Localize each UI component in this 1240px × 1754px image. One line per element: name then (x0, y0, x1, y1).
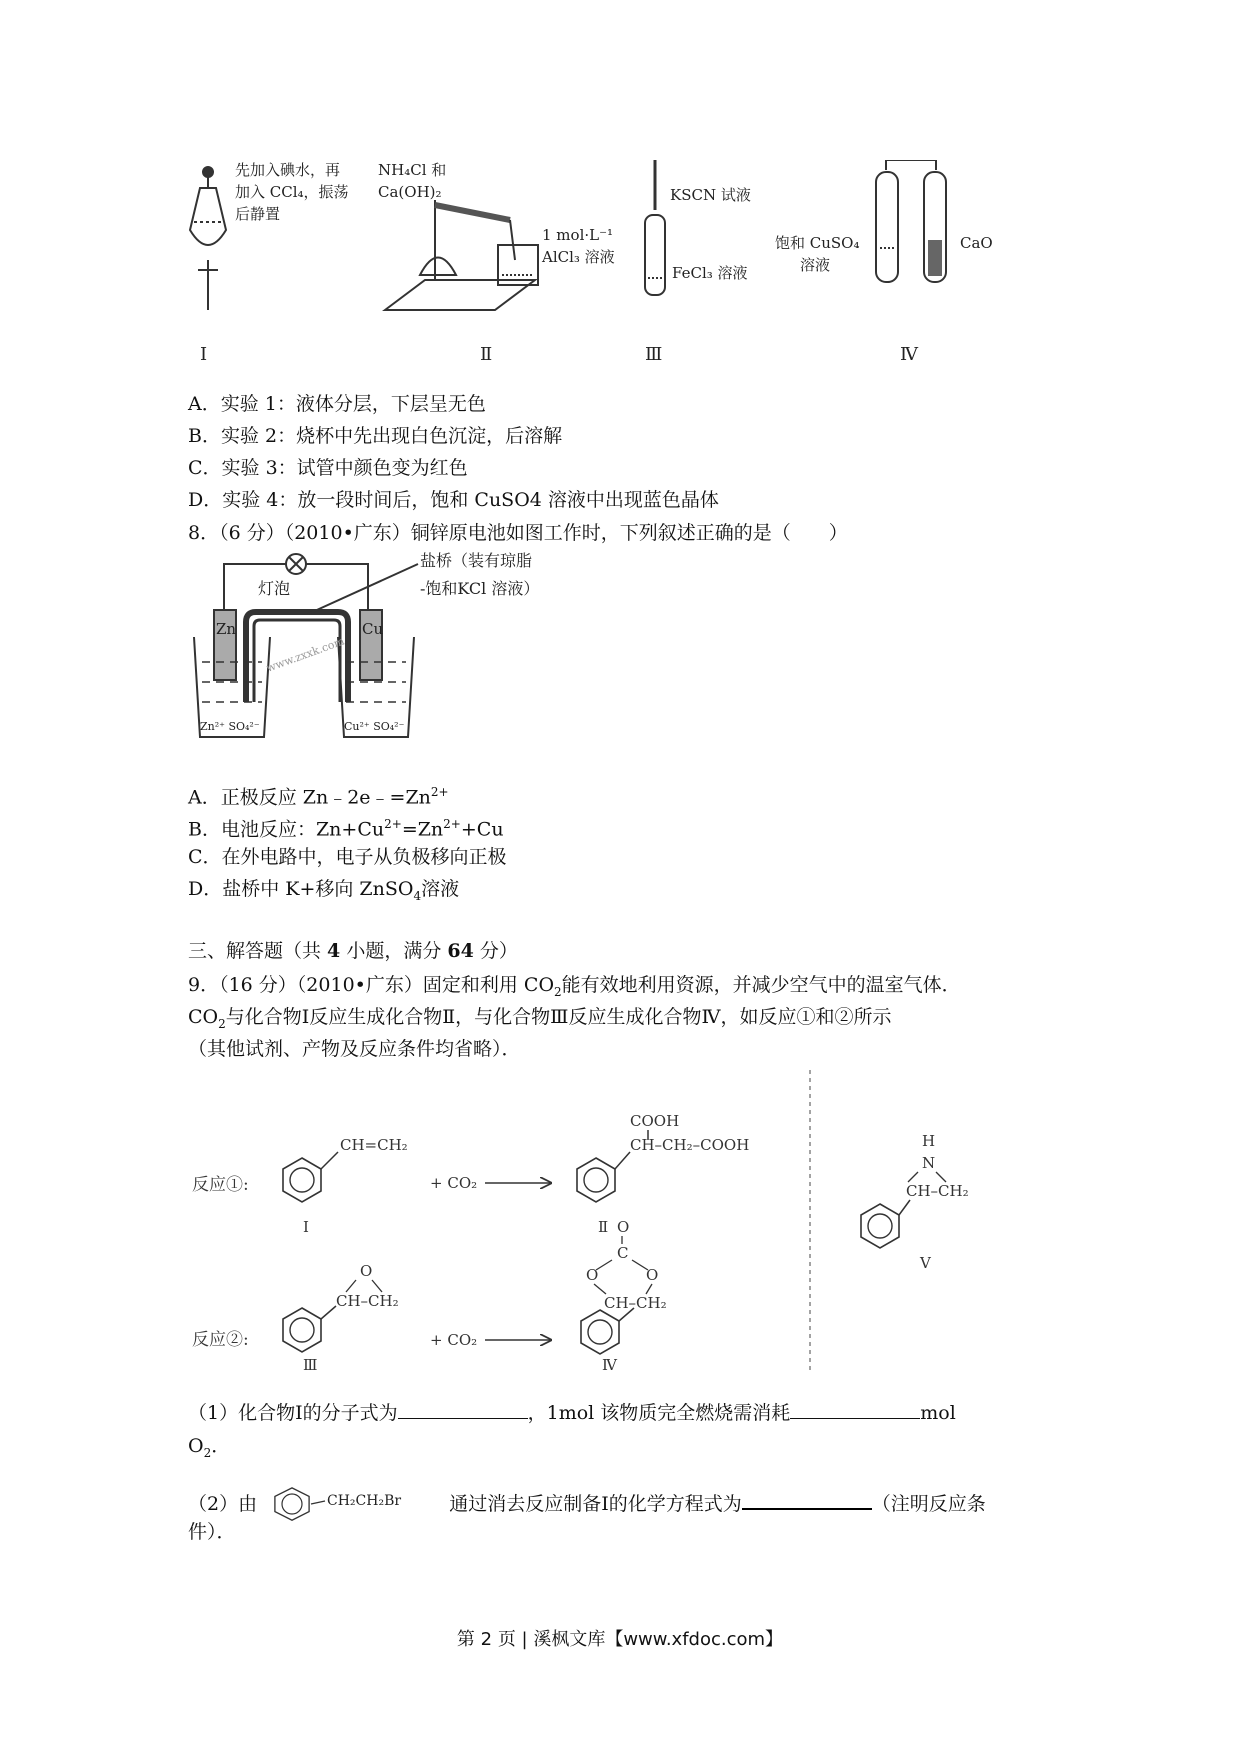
reagent-chain: CH₂CH₂Br (327, 1493, 402, 1509)
q8-stem: 8．（6 分）（2010•广东）铜锌原电池如图工作时，下列叙述正确的是（ ） (188, 522, 848, 544)
q8-option-b: B．电池反应：$Zn+Cu^{2+}=Zn^{2+}+Cu$ (188, 817, 504, 841)
separatory-funnel-icon (190, 167, 226, 310)
experiment-figure (180, 160, 1080, 380)
section-heading: 三、解答题（共 4 小题，满分 64 分） (188, 940, 518, 962)
bulb-label: 灯泡 (258, 579, 291, 598)
u-tube-icon (876, 160, 946, 282)
q9-sub1-line2: $O_2$． (188, 1435, 231, 1460)
salt-bridge-label-2: -饱和KCl 溶液） (420, 579, 540, 598)
aziridine-n: N (922, 1154, 936, 1172)
exp2-reagent-1: NH₄Cl 和 (378, 161, 447, 179)
heating-apparatus-icon (385, 200, 538, 310)
compound-IV-label: Ⅳ (602, 1356, 617, 1370)
exp1-note-2: 加入 CCl₄，振荡 (235, 183, 349, 201)
compound-I-label: Ⅰ (303, 1218, 309, 1236)
epoxide-chain: CH–CH₂ (336, 1292, 399, 1310)
exp4-right: CaO (960, 234, 993, 252)
carbonate-o-left: O (586, 1266, 599, 1284)
compound-III-label: Ⅲ (303, 1356, 318, 1370)
exp4-left-2: 溶液 (800, 256, 831, 274)
epoxide-o: O (360, 1262, 373, 1280)
carbonate-o-right: O (646, 1266, 659, 1284)
q9-stem-line3: （其他试剂、产物及反应条件均省略）． (188, 1038, 521, 1060)
q9-sub2-line2: 件）． (188, 1521, 236, 1543)
exp2-solution-2: AlCl₃ 溶液 (542, 248, 615, 266)
q9-sub2-line1: （2）由 CH₂CH₂Br 通过消去反应制备Ⅰ的化学方程式为 （注明反应条 (188, 1487, 986, 1523)
carbonate-chain: CH–CH₂ (604, 1294, 667, 1312)
galvanic-cell-figure (188, 552, 588, 752)
reaction2-label: 反应②: (192, 1330, 249, 1350)
q7-option-c: C．实验 3：试管中颜色变为红色 (188, 457, 468, 479)
exp1-note-3: 后静置 (235, 205, 281, 223)
phenethyl-bromide-structure (263, 1487, 443, 1523)
answer-blank-formula[interactable] (398, 1400, 528, 1419)
cooh-group: COOH (630, 1112, 680, 1130)
answer-blank-equation[interactable] (742, 1490, 872, 1510)
label-II: Ⅱ (480, 344, 493, 365)
q7-option-d: D．实验 4：放一段时间后，饱和 CuSO4 溶液中出现蓝色晶体 (188, 489, 719, 511)
reaction-scheme (180, 1070, 1060, 1370)
q8-option-d: D．盐桥中 K+移向 ZnSO$_4$溶液 (188, 878, 460, 903)
plus-co2-2: + CO₂ (430, 1331, 478, 1349)
label-III: Ⅲ (645, 344, 663, 365)
right-ions-label: Cu²⁺ SO₄²⁻ (344, 720, 405, 733)
succinic-chain: CH–CH₂–COOH (630, 1136, 750, 1154)
label-IV: Ⅳ (900, 344, 918, 365)
q7-option-b: B．实验 2：烧杯中先出现白色沉淀，后溶解 (188, 425, 563, 447)
vinyl-group: CH=CH₂ (340, 1136, 408, 1154)
exp2-solution-1: 1 mol·L⁻¹ (542, 226, 614, 244)
left-ions-label: Zn²⁺ SO₄²⁻ (200, 720, 260, 733)
zn-electrode-label: Zn (216, 620, 237, 638)
q9-stem-line2: $CO_2$与化合物Ⅰ反应生成化合物Ⅱ，与化合物Ⅲ反应生成化合物Ⅳ，如反应①和②所示 (188, 1006, 892, 1031)
answer-blank-oxygen[interactable] (790, 1400, 920, 1419)
q9-sub1-line1: （1）化合物Ⅰ的分子式为 ，1mol 该物质完全燃烧需消耗 mol (188, 1402, 956, 1424)
compound-II-label: Ⅱ (598, 1218, 609, 1236)
test-tube-icon (645, 160, 665, 295)
q7-option-a: A．实验 1：液体分层，下层呈无色 (188, 393, 486, 415)
reaction1-label: 反应①: (192, 1175, 249, 1195)
cu-electrode-label: Cu (362, 620, 384, 638)
carbonate-o-top: O (617, 1218, 630, 1236)
page-footer: 第 2 页 | 溪枫文库【www.xfdoc.com】 (456, 1629, 784, 1650)
q8-option-a: A．正极反应 $Zn﹣2e﹣=Zn^{2+}$ (188, 785, 449, 809)
exp3-solution: FeCl₃ 溶液 (672, 264, 748, 282)
exp2-reagent-2: Ca(OH)₂ (378, 183, 442, 201)
exp3-reagent: KSCN 试液 (670, 186, 751, 204)
q9-stem-line1: 9．（16 分）（2010•广东）固定和利用 $CO_2$能有效地利用资源，并减少空气中的温室气体． (188, 974, 961, 999)
q8-option-c: C．在外电路中，电子从负极移向正极 (188, 846, 507, 868)
exp1-note-1: 先加入碘水，再 (235, 161, 341, 179)
exp4-left-1: 饱和 CuSO₄ (775, 234, 860, 252)
compound-V-label: Ⅴ (920, 1254, 931, 1272)
label-I: Ⅰ (200, 344, 208, 365)
plus-co2-1: + CO₂ (430, 1174, 478, 1192)
salt-bridge-label-1: 盐桥（装有琼脂 (420, 552, 533, 570)
carbonate-c: C (617, 1244, 629, 1262)
aziridine-h: H (922, 1132, 936, 1150)
watermark: www.zxxk.com (264, 634, 347, 675)
aziridine-chain: CH–CH₂ (906, 1182, 969, 1200)
